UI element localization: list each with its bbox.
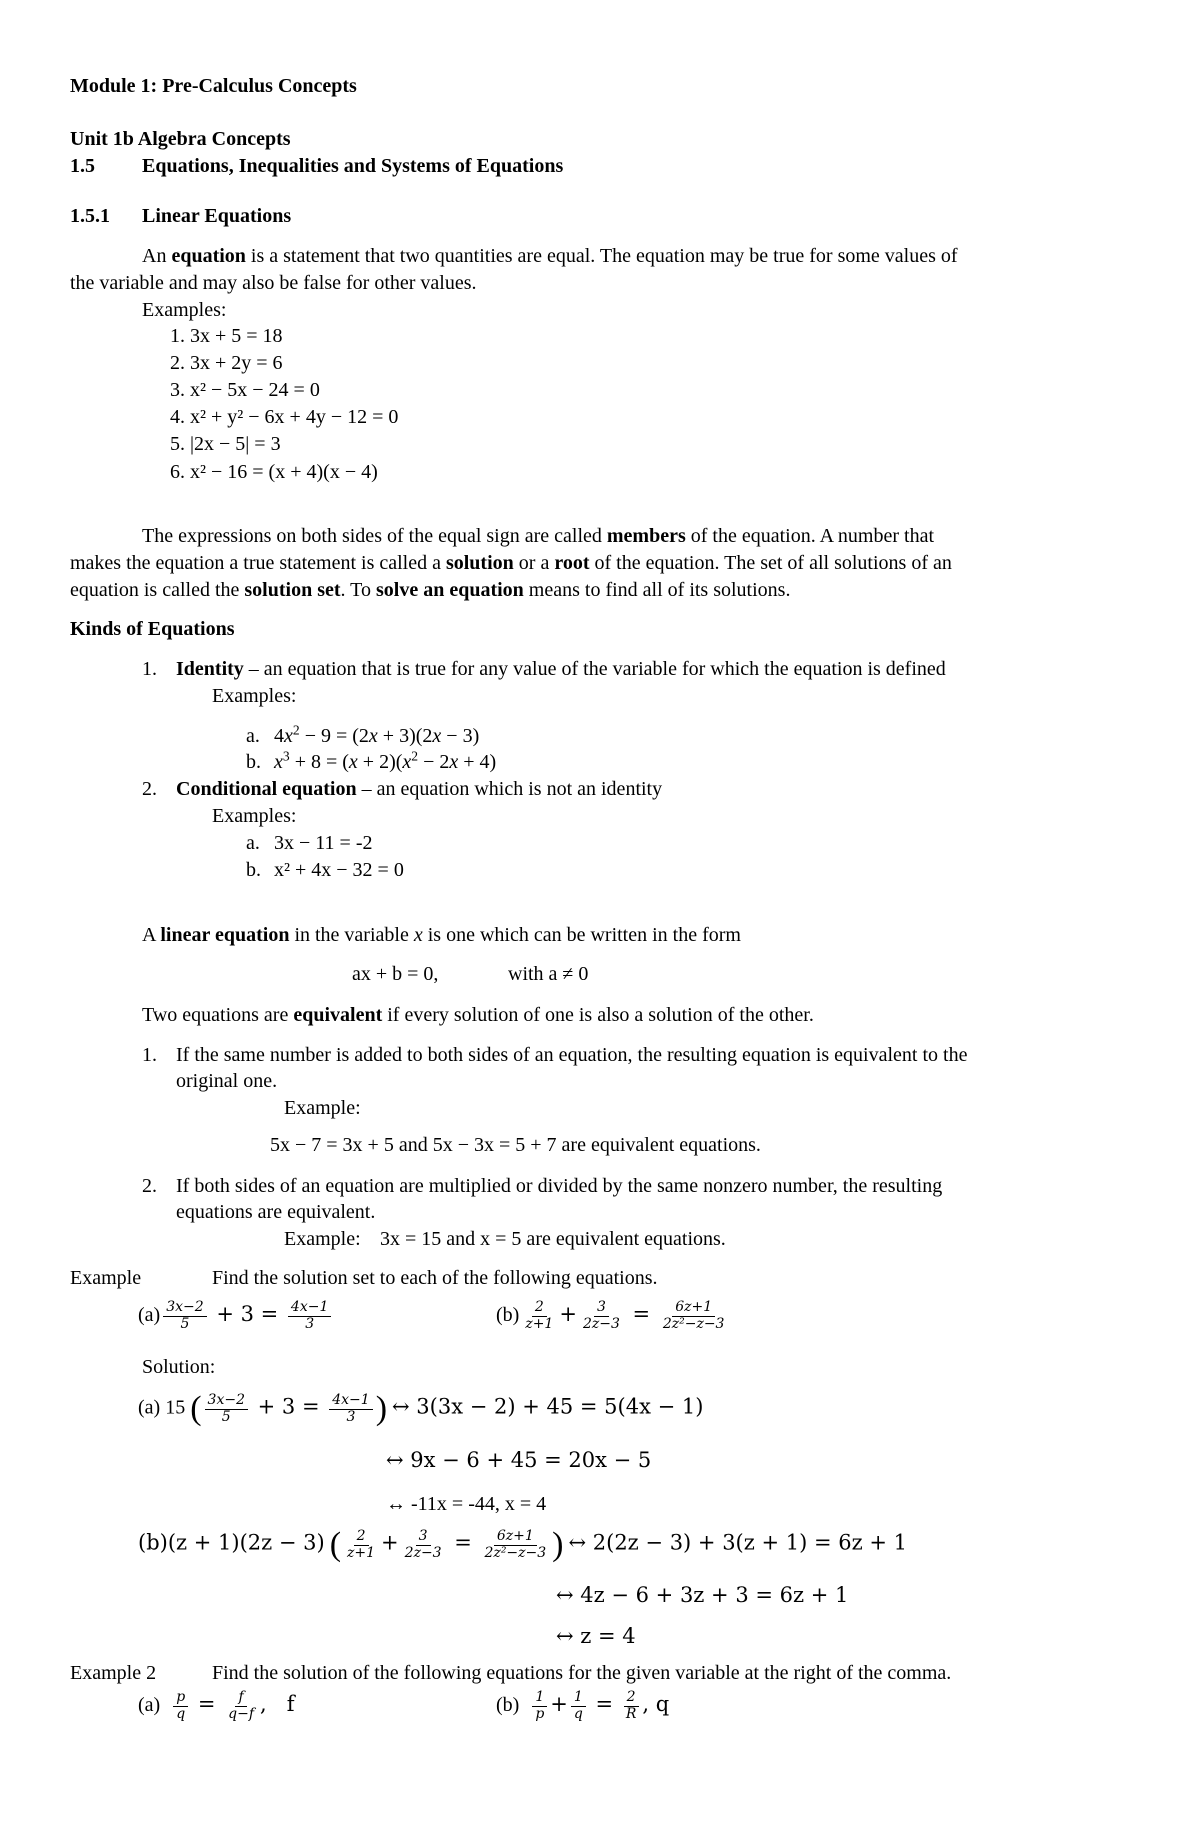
kind-1b-equation: $x^3 + 8 = (x + 2)(x^2 - 2x + 4)$: [274, 748, 497, 773]
kind-2a-equation: 3x − 11 = -2: [274, 832, 373, 854]
example-6: 6. x² − 16 = (x + 4)(x − 4): [170, 461, 378, 483]
kind-1b-label: b.: [246, 751, 261, 773]
members-line-1: The expressions on both sides of the equal sign are called members of the equation. A number that: [142, 525, 935, 547]
kind-1a-label: a.: [246, 725, 260, 747]
solution-a-step-2: ↔ 9x − 6 + 45 = 20x − 5: [386, 1448, 652, 1472]
members-line-3: equation is called the solution set. To solve an equation means to find all of its solutions.: [70, 579, 791, 601]
section-number: 1.5: [70, 155, 95, 177]
example-2b-problem: (b) $\frac{1}{p}$ + $\frac{1}{q}$ = $\frac{2}{R}$ , q: [496, 1689, 670, 1722]
rule-1-example: 5x − 7 = 3x + 5 and 5x − 3x = 5 + 7 are equivalent equations.: [270, 1134, 761, 1156]
examples-label: Examples:: [142, 299, 227, 321]
section-title: Equations, Inequalities and Systems of Equations: [142, 155, 564, 177]
example-2-label: Example 2: [70, 1662, 157, 1684]
solution-a-step-3: ↔ -11x = -44, x = 4: [386, 1493, 547, 1515]
solution-b-step-2: ↔ 4z − 6 + 3z + 3 = 6z + 1: [556, 1583, 849, 1607]
linear-form-condition: with a ≠ 0: [508, 963, 589, 985]
intro-line-1: An equation is a statement that two quantities are equal. The equation may be true for some values of: [142, 245, 958, 267]
kind-1-definition: Identity – an equation that is true for any value of the variable for which the equation is defined: [176, 658, 946, 680]
example-1: 1. 3x + 5 = 18: [170, 325, 283, 347]
kind-2-examples-label: Examples:: [212, 805, 297, 827]
kinds-heading: Kinds of Equations: [70, 618, 235, 640]
example-b-problem: (b) $\frac{2}{z+1}$ + $\frac{3}{2z-3}$ = $\frac{6z+1}{\text{2z²−z−3}}$: [496, 1299, 725, 1332]
rule-2-example: 3x = 15 and x = 5 are equivalent equations.: [380, 1228, 726, 1250]
example-instruction: Find the solution set to each of the following equations.: [212, 1267, 658, 1289]
module-title: Module 1: Pre-Calculus Concepts: [70, 75, 357, 97]
linear-form: ax + b = 0,: [352, 963, 439, 985]
solution-label: Solution:: [142, 1356, 216, 1378]
example-2a-problem: (a) $\frac{p}{q}$ = $\frac{f}{q-f}$ , f: [138, 1689, 295, 1722]
kind-1-number: 1.: [142, 658, 157, 680]
rule-1-line-1: If the same number is added to both sides of an equation, the resulting equation is equivalent to the: [176, 1044, 968, 1066]
kind-2-definition: Conditional equation – an equation which is not an identity: [176, 778, 663, 800]
example-label: Example: [70, 1267, 142, 1289]
subsection-number: 1.5.1: [70, 205, 110, 227]
example-4: 4. x² + y² − 6x + 4y − 12 = 0: [170, 406, 399, 428]
rule-1-example-label: Example:: [284, 1097, 361, 1119]
kind-2-number: 2.: [142, 778, 157, 800]
example-a-problem: (a) $\frac{3x-2}{5}$ + 3 = $\frac{4x-1}{3}$: [138, 1300, 334, 1332]
kind-2b-label: b.: [246, 859, 261, 881]
members-line-2: makes the equation a true statement is called a solution or a root of the equation. The set of all solutions of an: [70, 552, 952, 574]
kind-1-examples-label: Examples:: [212, 685, 297, 707]
solution-a-step-1: (a) 15 ( $\frac{3x-2}{5}$ + 3 = $\frac{4x-1}{3}$ ) ↔ 3(3x − 2) + 45 = 5(4x − 1): [138, 1390, 704, 1427]
example-2: 2. 3x + 2y = 6: [170, 352, 283, 374]
rule-2-line-1: If both sides of an equation are multiplied or divided by the same nonzero number, the resulting: [176, 1175, 943, 1197]
rule-2-number: 2.: [142, 1175, 157, 1197]
rule-2-line-2: equations are equivalent.: [176, 1201, 376, 1223]
example-3: 3. x² − 5x − 24 = 0: [170, 379, 320, 401]
rule-1-line-2: original one.: [176, 1070, 278, 1092]
example-2-instruction: Find the solution of the following equations for the given variable at the right of the comma.: [212, 1662, 952, 1684]
linear-definition: A linear equation in the variable x is one which can be written in the form: [142, 924, 741, 946]
solution-b-step-3: ↔ z = 4: [556, 1624, 636, 1648]
kind-1a-equation: $4x^2 - 9 = (2x + 3)(2x - 3)$: [274, 722, 480, 747]
example-5: 5. |2x − 5| = 3: [170, 433, 281, 455]
equivalent-definition: Two equations are equivalent if every solution of one is also a solution of the other.: [142, 1004, 814, 1026]
kind-2b-equation: x² + 4x − 32 = 0: [274, 859, 404, 881]
rule-2-example-label: Example:: [284, 1228, 361, 1250]
unit-title: Unit 1b Algebra Concepts: [70, 128, 291, 150]
subsection-title: Linear Equations: [142, 205, 292, 227]
rule-1-number: 1.: [142, 1044, 157, 1066]
kind-2a-label: a.: [246, 832, 260, 854]
intro-line-2: the variable and may also be false for other values.: [70, 272, 477, 294]
solution-b-step-1: (b)(z + 1)(2z − 3) ( $\frac{2}{z+1}$ + $\frac{3}{2z-3}$ = $\frac{6z+1}{\text{2z²−z−3}}$ ) ↔ 2(2z − 3) + 3(z + 1) = 6z + 1: [138, 1526, 907, 1563]
